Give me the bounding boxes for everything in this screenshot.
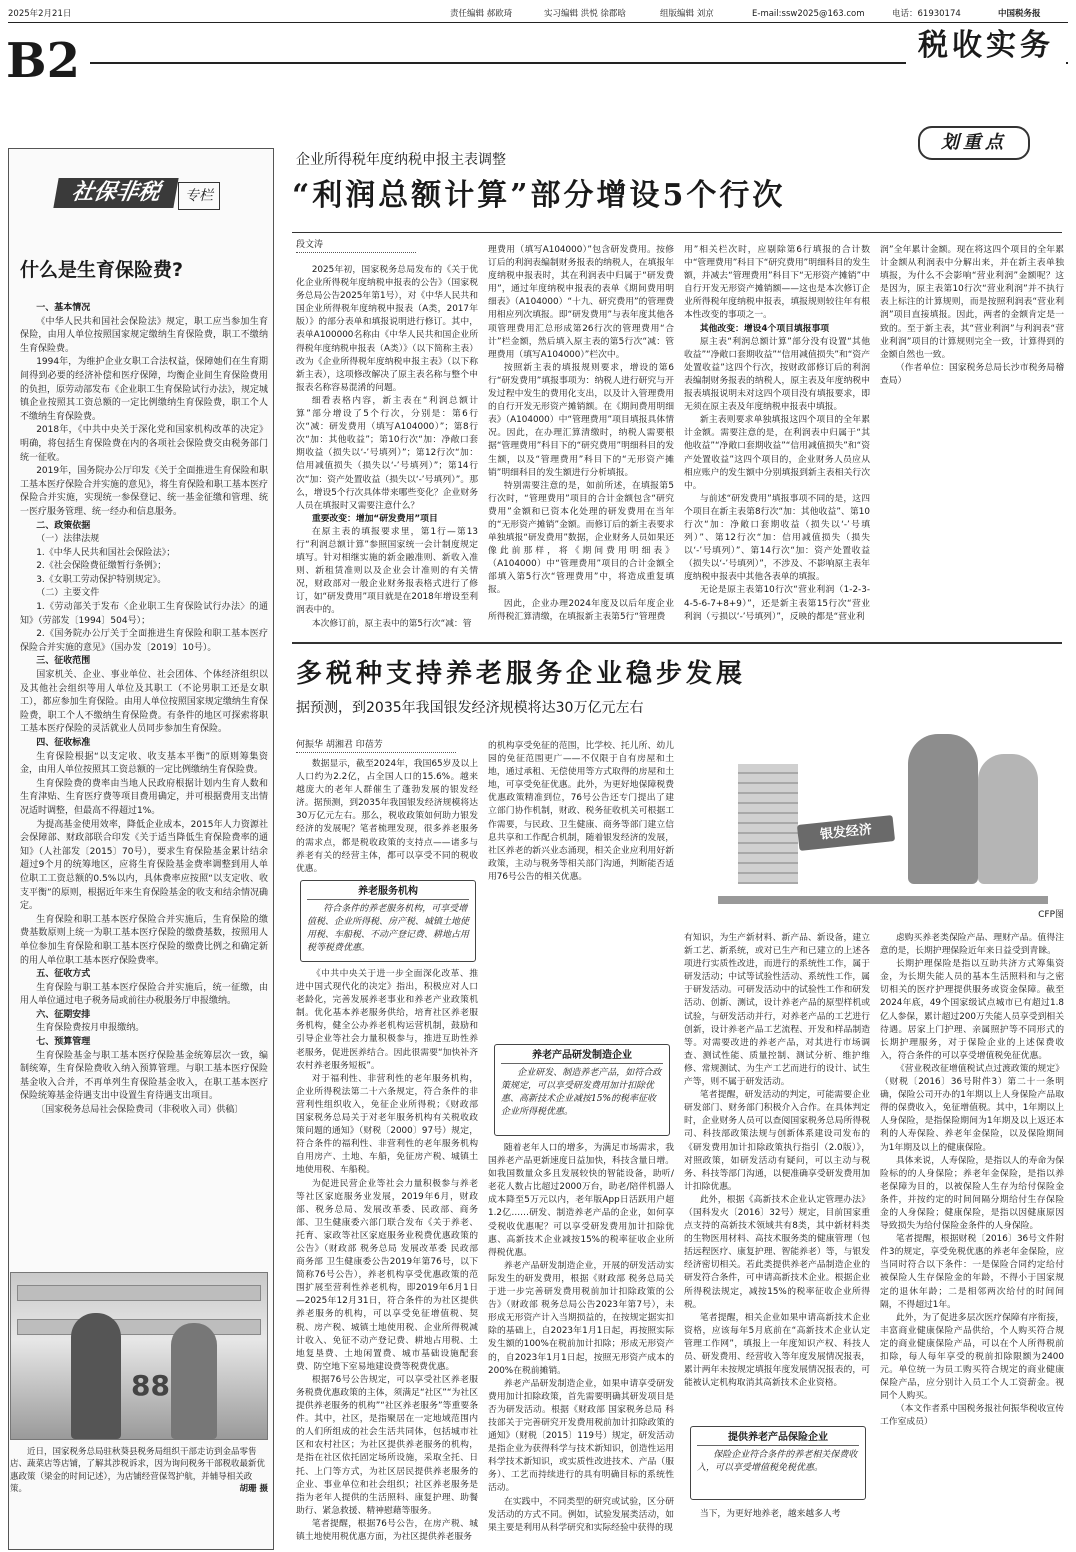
article2-author: 何振华 胡湘君 印蓓芳 <box>296 738 456 753</box>
box-title: 提供养老产品保险企业 <box>697 1431 859 1446</box>
paragraph: 笔者提醒，研发活动的判定，可能需要企业研发部门、财务部门积极介入合作。在具体判定时，企业财务人员可以查阅国家税务总局所得税司、科技部政策法规与创新体系建设司发布的《研发费用加计扣除政策执行指引（2.0版）》，对照政策，如研发活动有疑问，可以主动与税务、科技等部门沟通，以便准确享受研发费用加计扣除优惠。 <box>684 1090 870 1192</box>
paragraph: 2019年，国务院办公厅印发《关于全面推进生育保险和职工基本医疗保险合并实施的意见》，将生育保险和职工基本医疗保险合并实施，实现统一参保登记、统一基金征缴和管理、统一医疗服务管理、统一经办和信息服务。 <box>20 466 268 517</box>
paragraph: 笔者提醒，相关企业如果申请高新技术企业资格，应该每年5月底前在“高新技术企业认定管理工作网”，填报上一年度知识产权、科技人员、研发费用、经营收入等年度发展情况报表，累计两年未按规定填报年度发展情况报表的，可能被认定机构取消其高新技术企业资格。 <box>684 1312 870 1389</box>
paragraph: 四、征收标准 <box>36 738 91 748</box>
column-badge <box>56 172 226 212</box>
paragraph: 新主表则要求单独填报这四个项目的全年累计金额。需要注意的是，在利润表中归属于“其他收益”“净敞口套期收益”“信用减值损失”和“资产处置收益”这四个项目的，企业财务人员应从相应账户的发生额中分别填报到新主表相关行次中。 <box>684 415 870 491</box>
paragraph: （作者单位：国家税务总局长沙市税务局稽查局） <box>880 362 1064 386</box>
column-tag: 专栏 <box>178 182 220 210</box>
contact-email: E-mail:ssw2025@163.com <box>752 9 865 19</box>
paragraph: 生育保险费按月申报缴纳。 <box>36 1023 145 1034</box>
paragraph: 生育保险费的费率由当地人民政府根据计划内生育人数和生育津贴、生育医疗费等项目费用确定，并可根据费用支出情况适时调整，但最高不得超过1%。 <box>20 778 268 816</box>
article1-col-2 <box>488 244 674 632</box>
paragraph: 其他改变：增设4个项目填报事项 <box>699 323 830 334</box>
article2-col-2b <box>488 1142 674 1546</box>
box-title: 养老服务机构 <box>307 885 469 900</box>
article2-headline: 多税种支持养老服务企业稳步发展 <box>296 659 747 689</box>
photo-sign-number: 88 <box>131 1369 170 1402</box>
article2-col-2a <box>488 740 674 1040</box>
responsible-editor: 责任编辑 郝欧琦 <box>450 9 513 19</box>
article1-col-1 <box>296 264 478 632</box>
paragraph: 3.《女职工劳动保护特别规定》。 <box>36 574 167 585</box>
article2-col-3 <box>684 932 870 1422</box>
silver-economy-illustration <box>698 724 1068 924</box>
paragraph: 润”全年累计金额。现在将这四个项目的全年累计金额从利润表中分解出来，并在新主表单独填报，为什么不会影响“营业利润”金额呢？这是因为，原主表第10行次“营业利润”并不执行表上标注的计算规则，而是按照利润表“营业利润”项目直接填报。因此，两者的金额肯定是一致的。至于新主表，其“营业利润”与利润表“营业利润”项目的计算规则完全一致，计算得到的金额自然也一致。 <box>880 245 1064 360</box>
article1-col-4 <box>880 244 1064 632</box>
paragraph: 在实践中，不同类型的研究或试验，区分研发活动的方式不同。例如，试验发展类活动，如果主要是利用从科学研究和实际经验中获得的现 <box>488 1496 674 1533</box>
photo-person <box>71 1313 121 1439</box>
paragraph: 无论是原主表第10行次“营业利润（1-2-3-4-5-6-7+8+9）”，还是新主表第15行次“营业利润（亏损以‘-’号填列）”，反映的都是“营业利 <box>684 585 870 622</box>
paragraph: 笔者提醒，根据财税〔2016〕36号文件附件3的规定，享受免税优惠的养老年金保险，应当同时符合以下条件：一是保险合同约定给付被保险人生存保险金的年龄，不得小于国家规定的退休年龄；二是相邻两次给付的时间间隔，不得超过1年。 <box>880 1234 1064 1310</box>
paragraph: 生育保险和职工基本医疗保险合并实施后，生育保险的缴费基数原则上统一为职工基本医疗保险的缴费基数，按照用人单位参加生育保险和职工基本医疗保险的缴费比例之和确定新的用人单位职工基本医疗保险费率。 <box>20 914 268 966</box>
paragraph: 特别需要注意的是，如前所述，在填报第5行次时，“管理费用”项目的合计金额包含“研究费用”金额和已资本化处理的研发费用在当年的“无形资产摊销”金额。而修订后的新主表要求单独填报“研发费用”数据，企业财务人员如果还像此前那样，将《期间费用明细表》（A104000）中“管理费用”项目的合计金额全部填入第5行次“管理费用”中，将造成重复填报。 <box>488 480 674 596</box>
article2-subheadline: 据预测，到2035年我国银发经济规模将达30万亿元左右 <box>296 700 644 716</box>
paragraph: 生育保险与职工基本医疗保险合并实施后，统一征缴，由用人单位通过电子税务局或前往办税服务厅申报缴纳。 <box>20 982 268 1007</box>
paragraph: （本文作者系中国税务报社何振华税收宣传工作室成员） <box>880 1404 1064 1428</box>
newspaper-name: 中国税务报 <box>998 9 1041 19</box>
photo-credit: 胡珊 摄 <box>239 1484 268 1495</box>
highlight-marker <box>918 126 1058 158</box>
page-header <box>8 6 1068 23</box>
paragraph: 养老产品研发制造企业，如果申请享受研发费用加计扣除政策，首先需要明确其研发项目是否为研发活动。根据《财政部 国家税务总局 科技部关于完善研究开发费用税前加计扣除政策的通知》（财税〔2015〕119号）规定，研发活动是指企业为获得科学与技术新知识，创造性运用科学技术新知识，或实质性改进技术、产品（服务）、工艺而持续进行的具有明确目标的系统性活动。 <box>488 1378 674 1494</box>
paragraph: 1.《劳动部关于发布〈企业职工生育保险试行办法〉的通知》（劳部发〔1994〕504号）； <box>20 602 268 626</box>
intern-editor: 实习编辑 洪悦 徐郡晗 <box>544 9 626 19</box>
box-body: 符合条件的养老服务机构，可享受增值税、企业所得税、房产税、城镇土地使用税、车船税、不动产登记费、耕地占用税等税费优惠。 <box>307 904 470 953</box>
paragraph: 理费用（填写A104000）”包含研发费用。按修订后的利润表编制财务报表的纳税人，在填报年度纳税申报表时，其在利润表中归属于“研发费用”，通过年度纳税申报表的表单《期间费用明细表》（A104000）“十九、研究费用”的管理费用相应列次填报。即“研发费用”与表年度其他各项管理费用汇总形成第26行次的管理费用“合计”栏金额，然后填入原主表的第5行次“减：管理费用（填写A104000）”栏次中。 <box>488 245 674 360</box>
photo-person <box>171 1323 217 1439</box>
article2-col-1a <box>296 758 478 876</box>
box-body: 保险企业符合条件的养老相关保费收入，可以享受增值税免税优惠。 <box>697 1450 858 1473</box>
article-divider <box>292 642 1062 644</box>
paragraph: 的机构享受免征的范围，比学校、托儿所、幼儿园的免征范围更广——不仅限于自有房屋和土地，通过承租、无偿使用等方式取得的房屋和土地，可享受免征优惠。此外，为更好地保障税费优惠政策精准到位，76号公告还专门提出了建立部门协作机制，财政、税务征收机关可根据工作需要，与民政、卫生健康、商务等部门建立信息共享和工作配合机制，随着银发经济的发展，社区养老的新兴业态涌现，相关企业应利用好新政策，主动与税务等相关部门沟通，判断能否适用76号公告的相关优惠。 <box>488 741 674 882</box>
paragraph: 本次修订前，原主表中的第5行次“减：管 <box>311 618 472 629</box>
article1-kicker: 企业所得税年度纳税申报主表调整 <box>296 152 506 168</box>
article1-rule <box>292 232 1062 233</box>
box-body: 企业研发、制造养老产品，如符合政策规定，可以享受研发费用加计扣除优惠、高新技术企业减按15%的税率征收企业所得税优惠。 <box>501 1068 662 1117</box>
layout-editor: 组版编辑 刘京 <box>660 9 714 19</box>
photo-shelf <box>17 1319 261 1335</box>
box-elderly-care-institutions <box>300 880 476 962</box>
article2-col-4 <box>880 932 1064 1546</box>
photo-shelf <box>17 1285 261 1301</box>
paragraph: 细看表格内容，新主表在“利润总额计算”部分增设了5个行次，分别是：第6行次“减：研发费用（填写A104000）”；第8行次“加：其他收益”；第10行次“加：净敞口套期收益（损失以‘-’号填列）”；第12行次“加：信用减值损失（损失以‘-’号填列）”；第14行次“加：资产处置收益（损失以‘-’号填列）”。那么，增设5个行次具体带来哪些变化？企业财务人员在填报时又需要注意什么？ <box>296 395 478 511</box>
paragraph: 数据显示，截至2024年，我国65岁及以上人口约为2.2亿，占全国人口的15.6%。越来越庞大的老年人群催生了蓬勃发展的银发经济。据预测，到2035年我国银发经济规模将达30万亿元左右。那么，税收政策如何助力银发经济的发展呢？笔者梳理发现，很多养老服务的需求点，都是税收政策的支持点——诸多与养老有关的经营主体，都可以享受不同的税收优惠。 <box>296 759 478 874</box>
article1-author: 段文涛 <box>296 238 416 253</box>
paragraph: 1994年，为维护企业女职工合法权益，保障她们在生育期间得到必要的经济补偿和医疗保障，均衡企业间生育保险费用的负担，原劳动部发布《企业职工生育保险试行办法》，规定城镇企业按照其工资总额的一定比例缴纳生育保险费，职工个人不缴纳生育保险费。 <box>20 357 268 422</box>
paragraph: 根据76号公告规定，可以享受社区养老服务税费优惠政策的主体，须满足“社区”“为社区提供养老服务的机构”“社区养老服务”等重要条件。其中，社区，是指聚居在一定地域范围内的人们所组成的社会生活共同体，包括城市社区和农村社区；为社区提供养老服务的机构，是指在社区依托固定场所设施，采取全托、日托、上门等方式，为社区居民提供养老服务的企业、事业单位和社会组织；社区养老服务是指为老年人提供的生活照料、康复护理、助餐助行、紧急救援、精神慰藉等服务。 <box>296 1374 478 1516</box>
news-photo <box>10 1272 268 1440</box>
paragraph: 当下，为更好地养老，越来越多人考 <box>699 1509 841 1519</box>
paragraph: 一、基本情况 <box>36 303 91 313</box>
paragraph: 为促进民营企业等社会力量积极参与养老等社区家庭服务业发展，2019年6月，财政部、税务总局、发展改革委、民政部、商务部、卫生健康委六部门联合发布《关于养老、托育、家政等社区家庭服务业税费优惠政策的公告》（财政部 税务总局 发展改革委 民政部 商务部 卫生健康委公告2019年第76号，以下简称76号公告），养老机构享受优惠政策的范围扩展至营利性养老机构，即2019年6月1日—2025年12月31日，符合条件的为社区提供养老服务的机构，可以享受免征增值税、契税、房产税、城镇土地使用税、企业所得税减计收入、免征不动产登记费、耕地占用税、土地复垦费、土地闲置费、城市基础设施配套费、防空地下室易地建设费等税费优惠。 <box>296 1178 478 1372</box>
marker-label: 划重点 <box>918 126 1030 160</box>
paragraph: 此外，根据《高新技术企业认定管理办法》（国科发火〔2016〕32号）规定，目前国家重点支持的高新技术领域共有8类，其中新材料类的生物医用材料、高技术服务类的健康管理（包括远程医疗、康复护理、智能养老）等，与银发经济密切相关。若此类提供养老产品制造企业的研发符合条件，可申请高新技术企业。根据企业所得税法规定，减按15%的税率征收企业所得税。 <box>684 1194 870 1310</box>
contact-phone: 电话：61930174 <box>892 9 961 19</box>
paragraph: 养老产品研发制造企业，开展的研发活动实际发生的研发费用，根据《财政部 税务总局关于进一步完善研发费用税前加计扣除政策的公告》（财政部 税务总局公告2023年第7号），未形成无形资产计入当期损益的，在按规定据实扣除的基础上，自2023年1月1日起，再按照实际发生额的100%在税前加计扣除；形成无形资产的，自2023年1月1日起，按照无形资产成本的200%在税前摊销。 <box>488 1260 674 1376</box>
paragraph: 用”相关栏次时，应剔除第6行填报的合计数中“管理费用”科目下“研究费用”明细科目的发生额，并减去“管理费用”科目下“无形资产摊销”中自行开发无形资产摊销额——这也是本次修订企业所得税年度纳税申报表，填报规则较往年有根本性改变的事项之一。 <box>684 245 870 321</box>
paragraph: 2.《社会保险费征缴暂行条例》； <box>36 561 167 572</box>
paragraph: 重要改变：增加“研发费用”项目 <box>311 513 438 524</box>
illustration-elderly-woman <box>978 754 1038 884</box>
issue-date: 2025年2月21日 <box>8 9 72 19</box>
illustration-ground <box>718 896 1048 904</box>
paragraph: 生育保险基金与职工基本医疗保险基金统筹层次一致，编制统筹，生育保险费收入纳入预算管理。与职工基本医疗保险基金收入合并，不再单列生育保险基金收入，在职工基本医疗保险统筹基金待遇支出中设置生育待遇支出项目。 <box>20 1050 268 1102</box>
illustration-building <box>738 764 798 884</box>
paragraph: 1.《中华人民共和国社会保险法》； <box>36 547 176 558</box>
paragraph: （二）主要文件 <box>36 588 100 599</box>
paragraph: 2018年，《中共中央关于深化党和国家机构改革的决定》明确，将包括生育保险费在内的各项社会保险费交由税务部门统一征收。 <box>20 425 268 463</box>
paragraph: 国家机关、企业、事业单位、社会团体、个体经济组织以及其他社会组织等用人单位及其职工（不论男职工还是女职工），都应参加生育保险。由用人单位按照国家规定缴纳生育保险费，职工个人不缴纳生育保险费。有条件的地区可探索将职工基本医疗保险的灵活就业人员同步参加生育保险。 <box>20 670 268 735</box>
paragraph: 此外，为了促进多层次医疗保障有序衔接，丰富商业健康保险产品供给，个人购买符合规定的商业健康保险产品，可以在个人所得税前扣除，每人每年享受的税前扣除限额为2400元。单位统一为员工购买符合规定的商业健康保险产品，应分别计入员工个人工资薪金。视同个人购买。 <box>880 1312 1064 1402</box>
caption-text: 近日，国家税务总局驻秋葵县税务局组织干部走访到金品零售店、蔬菜店等店铺，了解其涉税诉求，因为询问税务干部税收最新优惠政策（梁金的时间记述），为店铺经营保驾护航，并辅导相关政策。 <box>10 1447 266 1495</box>
paragraph: 与前述“研发费用”填报事项不同的是，这四个项目在新主表第8行次“加：其他收益”、第10行次“加：净敞口套期收益（损失以‘-’号填列）”、第12行次“加：信用减值损失（损失以‘-’号填列）”、第14行次“加：资产处置收益（损失以‘-’号填列）”，不涉及、不影响原主表年度纳税申报表中其他各表单的填报。 <box>684 493 870 583</box>
paragraph: 有知识，为生产新材料、新产品、新设备，建立新工艺、新系统，或对已生产和已建立的上述各项进行实质性改进，而进行的系统性工作，属于研发活动；中试等试验性活动、系统性工作，属于研发活动。可研发活动中的试验性工作和研发活动、创新、测试，设计养老产品的原型样机或试验，与研发活动并行，对养老产品的工艺进行创新，设计养老产品工艺流程、开发和样品制造等。对需要改进的养老产品，对其进行市场调查、测试性能、质量控制、测试分析、维护维修、常规测试、为生产工艺而进行的设计、试生产等，则不属于研发活动。 <box>684 933 870 1088</box>
box-title: 养老产品研发制造企业 <box>501 1049 663 1064</box>
paragraph: 三、征收范围 <box>36 656 91 667</box>
illustration-elderly-man <box>908 734 978 884</box>
paragraph: 按照新主表的填报规则要求，增设的第6行“研发费用”填报事项为：纳税人进行研究与开发过程中发生的费用化支出，以及计入管理费用的自行开发无形资产摊销额。在《期间费用明细表》（A104000）中“管理费用”项目填报具体情况。因此，在办理汇算清缴时，纳税人需要根据“管理费用”科目下的“研究费用”明细科目的发生额，以及“管理费用”科目下的“无形资产摊销”明细科目的发生额进行分析填报。 <box>488 362 674 478</box>
box-insurance-firms <box>690 1426 866 1500</box>
paragraph: 笔者提醒，根据76号公告，在房产税、城镇土地使用税优惠方面，为社区提供养老服务 <box>296 1518 478 1543</box>
paragraph: 对于福利性、非营利性的老年服务机构，企业所得税法第二十六条规定，符合条件的非营利性组织收入，免征企业所得税；《财政部 国家税务总局关于对老年服务机构有关税收政策问题的通知》（财税〔2000〕97号）规定，符合条件的福利性、非营利性的老年服务机构自用房产、土地、车船，免征房产税、城镇土地使用税、车船税。 <box>296 1073 478 1176</box>
paragraph: 《营业税改征增值税试点过渡政策的规定》（财税〔2016〕36号附件3）第二十一条明确，保险公司开办的1年期以上人身保险产品取得的保费收入，免征增值税。其中，1年期以上人身保险，是指保险期间为1年期及以上返还本利的人寿保险、养老年金保险，以及保险期间为1年期及以上的健康保险。 <box>880 1063 1064 1153</box>
paragraph: 《中华人民共和国社会保险法》规定，职工应当参加生育保险，由用人单位按照国家规定缴纳生育保险费，职工不缴纳生育保险费。 <box>20 316 268 354</box>
column-name: 社保非税 <box>53 178 178 208</box>
paragraph: 六、征期安排 <box>36 1009 91 1020</box>
illustration-sign: 银发经济 <box>797 815 895 851</box>
article1-col-3 <box>684 244 870 632</box>
sidebar-title: 什么是生育保险费? <box>20 259 184 281</box>
paragraph: 二、政策依据 <box>36 520 91 531</box>
paragraph: 原主表“利润总额计算”部分没有设置“其他收益”“净敞口套期收益”“信用减值损失”和“资产处置收益”这四个行次，按财政部修订后的利润表编制财务报表的纳税人，原主表及年度纳税申报表填报说明未对这四个项目没有填报要求，即无须在原主表及年度纳税申报表中填报。 <box>684 336 870 413</box>
paragraph: 〔国家税务总局社会保险费司（非税收入司）供稿〕 <box>36 1105 244 1116</box>
sidebar-body <box>20 302 268 1242</box>
paragraph: 五、征收方式 <box>36 969 91 980</box>
box-product-rd-firms <box>494 1044 670 1136</box>
article2-col-1b <box>296 968 478 1546</box>
paragraph: （一）法律法规 <box>36 534 100 545</box>
illustration-credit: CFP图 <box>1038 910 1064 920</box>
paragraph: 具体来说，人寿保险，是指以人的寿命为保险标的的人身保险；养老年金保险，是指以养老保障为目的，以被保险人生存为给付保险金条件，并按约定的时间间隔分期给付生存保险金的人身保险；健康保险，是指以因健康原因导致损失为给付保险金条件的人身保险。 <box>880 1155 1064 1232</box>
photo-caption <box>10 1446 268 1506</box>
paragraph: 随着老年人口的增多，为满足市场需求，我国养老产品更新速度日益加快，科技含量日增。如我国数量众多且发展较快的智能设备，助听/老花人数占比超过2000万台，助老/陪伴机器人成本降至5万元以内，老年版App日活跃用户超1.2亿……研发、制造养老产品的企业，如何享受税收优惠呢？可以享受研发费用加计扣除优惠、高新技术企业减按15%的税率征收企业所得税优惠。 <box>488 1143 674 1258</box>
article1-headline: “利润总额计算”部分增设5个行次 <box>292 178 786 213</box>
paragraph: 2.《国务院办公厅关于全面推进生育保险和职工基本医疗保险合并实施的意见》（国办发〔2019〕10号）。 <box>20 629 268 653</box>
paragraph: 《中共中央关于进一步全面深化改革、推进中国式现代化的决定》指出，积极应对人口老龄化，完善发展养老事业和养老产业政策机制。优化基本养老服务供给，培育社区养老服务机构，健全公办养老机构运营机制，鼓励和引导企业等社会力量积极参与，推进互助性养老服务，促进医养结合。因此很需要“加快补齐农村养老服务短板”。 <box>296 969 478 1071</box>
paragraph: 虑购买养老类保险产品、理财产品。值得注意的是，长期护理保险近年来日益受到青睐。 <box>880 933 1064 957</box>
paragraph: 七、预算管理 <box>36 1037 91 1048</box>
paragraph: 为提高基金使用效率，降低企业成本，2015年人力资源社会保障部、财政部联合印发《关于适当降低生育保险费率的通知》（人社部发〔2015〕70号），要求生育保险基金累计结余超过9个月的统筹地区，应将生育保险基金费率调整到用人单位职工工资总额的0.5%以内，具体费率应按照“以支定收、收支平衡”的原则，根据近年来生育保险基金的收支和结余情况确定。 <box>20 819 268 912</box>
paragraph: 因此，企业办理2024年度及以后年度企业所得税汇算清缴，在填报新主表第5行“管理费 <box>488 598 674 622</box>
paragraph: 生育保险根据“以支定收、收支基本平衡”的原则筹集资金，由用人单位按照其工资总额的一定比例缴纳生育保险费。 <box>20 751 268 776</box>
article2-col-3b <box>684 1508 870 1546</box>
section-title: 税收实务 <box>906 28 1066 64</box>
page-number: B2 <box>6 33 80 89</box>
paragraph: 在原主表的填报要求里，第1行—第13行“利润总额计算”参照国家统一会计制度规定填写。针对相继实施的新金融准则、新收入准则、新租赁准则以及企业会计准则的有关情况，财政部对一般企业财务报表格式进行了修订，如“研发费用”项目就是在2018年增设至利润表中的。 <box>296 526 478 616</box>
paragraph: 长期护理保险是指以互助共济方式筹集资金，为长期失能人员的基本生活照料和与之密切相关的医疗护理提供服务或资金保障。截至2024年底，49个国家级试点城市已有超过1.8亿人参保，累计超过200万失能人员享受到相关待遇。居家上门护理、亲属照护等不同形式的长期护理服务，对于保险企业的上述保费收入，符合条件的可以享受增值税免征优惠。 <box>880 959 1064 1061</box>
paragraph: 2025年初，国家税务总局发布的《关于优化企业所得税年度纳税申报表的公告》（国家税务总局公告2025年第1号），对《中华人民共和国企业所得税年度纳税申报表（A类，2017年版）》的部分表单和填报说明进行修订。其中，表单A100000名称由《中华人民共和国企业所得税年度纳税申报表（A类）》（以下简称主表）改为《企业所得税年度纳税申报主表》（以下称新主表），这项修改解决了原主表名称与整个申报表名称容易混淆的问题。 <box>296 265 478 393</box>
